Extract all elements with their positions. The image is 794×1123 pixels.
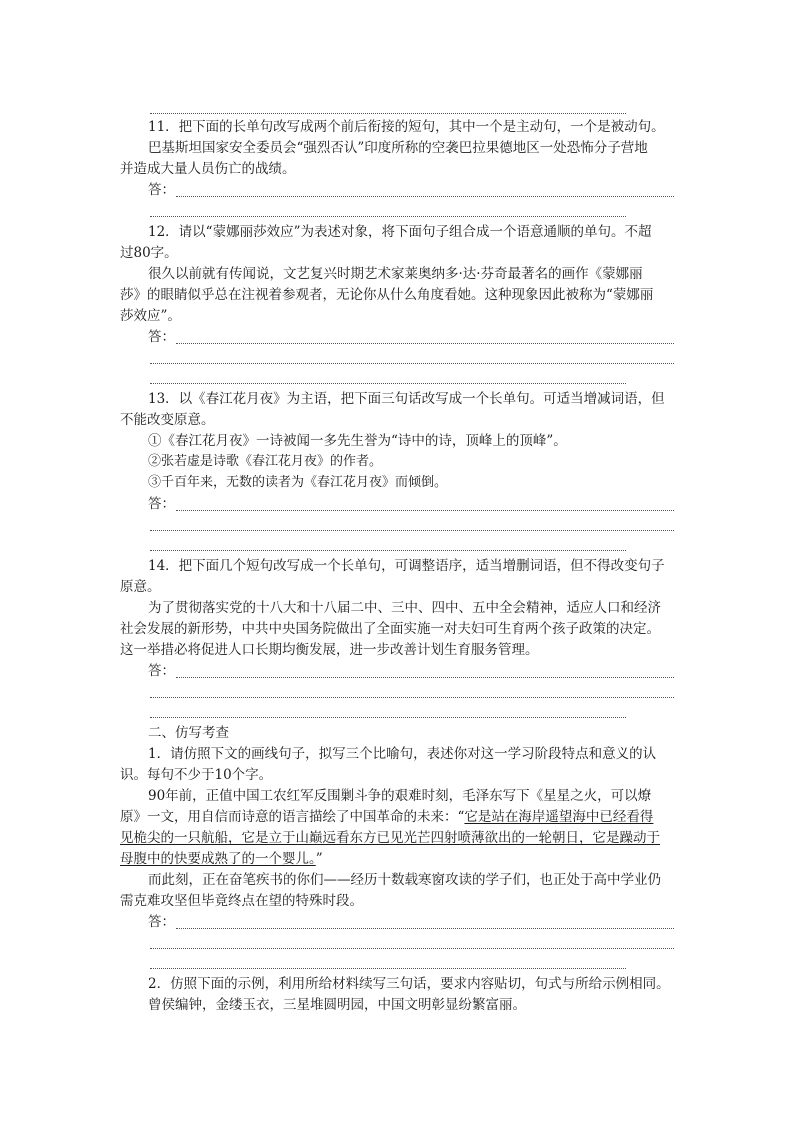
q14-prompt: 原意。 [120, 579, 161, 595]
plain-text: 原》一文，用自信而诗意的语言描绘了中国革命的未来：“ [120, 809, 465, 825]
q11-text: 并造成大量人员伤亡的战绩。 [120, 161, 296, 177]
answer-line[interactable] [176, 510, 674, 511]
q14-text: 社会发展的新形势，中共中央国务院做出了全面实施一对夫妇可生育两个孩子政策的决定。 [120, 621, 660, 637]
answer-line[interactable] [150, 697, 674, 698]
q11-text: 巴基斯坦国家安全委员会“强烈否认”印度所称的空袭巴拉果德地区一处恐怖分子营地 [148, 140, 648, 156]
answer-line[interactable] [176, 677, 674, 678]
s2-q1-prompt: 1．请仿照下文的画线句子，拟写三个比喻句，表述你对这一学习阶段特点和意义的认 [148, 746, 657, 762]
answer-label: 答： [148, 182, 175, 198]
q12-text: 莎》的眼睛似乎总在注视着参观者，无论你从什么角度看她。这种现象因此被称为“蒙娜丽 [120, 287, 654, 303]
q13-prompt: 不能改变原意。 [120, 412, 215, 428]
q14-text: 为了贯彻落实党的十八大和十八届二中、三中、四中、五中全会精神，适应人口和经济 [148, 600, 661, 616]
q13-item: ③千百年来，无数的读者为《春江花月夜》而倾倒。 [148, 475, 448, 490]
answer-line[interactable] [176, 196, 674, 197]
answer-line[interactable] [150, 530, 674, 531]
s2-q2-example: 曾侯编钟，金缕玉衣，三星堆圆明园，中国文明彰显纷繁富丽。 [148, 997, 526, 1013]
q14-text: 这一举措必将促进人口长期均衡发展，进一步改善计划生育服务管理。 [120, 642, 539, 658]
s2-q2-prompt: 2．仿照下面的示例，利用所给材料续写三句话，要求内容贴切，句式与所给示例相同。 [148, 976, 670, 992]
answer-label: 答： [148, 663, 175, 679]
answer-line[interactable] [150, 948, 674, 949]
underlined-sentence: 见桅尖的一只航船，它是立于山巅远看东方已见光芒四射喷薄欲出的一轮朝日，它是躁动于 [120, 830, 660, 846]
answer-line[interactable] [150, 363, 674, 364]
s2-q1-text: 90年前，正值中国工农红军反围剿斗争的艰难时刻，毛泽东写下《星星之火，可以燎 [148, 788, 652, 804]
q13-item: ①《春江花月夜》一诗被闻一多先生誉为“诗中的诗，顶峰上的顶峰”。 [148, 433, 567, 449]
answer-label: 答： [148, 914, 175, 930]
q12-text: 很久以前就有传闻说，文艺复兴时期艺术家莱奥纳多·达·芬奇最著名的画作《蒙娜丽 [148, 266, 643, 282]
answer-line[interactable] [150, 968, 626, 969]
q12-text: 莎效应”。 [120, 308, 181, 324]
answer-line[interactable] [176, 343, 674, 344]
q13-prompt: 13．以《春江花月夜》为主语，把下面三句话改写成一个长单句。可适当增减词语，但 [148, 391, 665, 407]
answer-line [150, 113, 626, 114]
q12-prompt: 过80字。 [120, 245, 178, 261]
underlined-sentence: 它是站在海岸遥望海中已经看得 [464, 809, 654, 825]
s2-q1-text: 需克难攻坚但毕竟终点在望的特殊时段。 [120, 893, 363, 909]
s2-q1-text [120, 829, 676, 847]
answer-line[interactable] [176, 928, 674, 929]
answer-label: 答： [148, 496, 175, 512]
answer-label: 答： [148, 329, 175, 345]
s2-q1-prompt: 识。每句不少于10个字。 [120, 767, 273, 783]
q13-item: ②张若虚是诗歌《春江花月夜》的作者。 [148, 454, 383, 469]
answer-line[interactable] [150, 216, 626, 217]
answer-line[interactable] [150, 550, 626, 551]
s2-q1-text: 而此刻，正在奋笔疾书的你们——经历十数载寒窗攻读的学子们，也正处于高中学业仍 [148, 872, 661, 888]
q14-prompt: 14．把下面几个短句改写成一个长单句，可调整语序，适当增删词语，但不得改变句子 [148, 558, 665, 574]
q11-prompt: 11．把下面的长单句改写成两个前后衔接的短句，其中一个是主动句，一个是被动句。 [148, 119, 665, 135]
answer-line[interactable] [150, 717, 626, 718]
section-heading: 二、仿写考查 [148, 725, 229, 741]
s2-q1-text [120, 850, 676, 868]
q12-prompt: 12．请以“蒙娜丽莎效应”为表述对象，将下面句子组合成一个语意通顺的单句。不超 [148, 224, 652, 240]
plain-text: ” [315, 851, 323, 867]
answer-line[interactable] [150, 383, 626, 384]
s2-q1-text [120, 808, 676, 826]
underlined-sentence: 母腹中的快要成熟了的一个婴儿。 [120, 851, 316, 867]
